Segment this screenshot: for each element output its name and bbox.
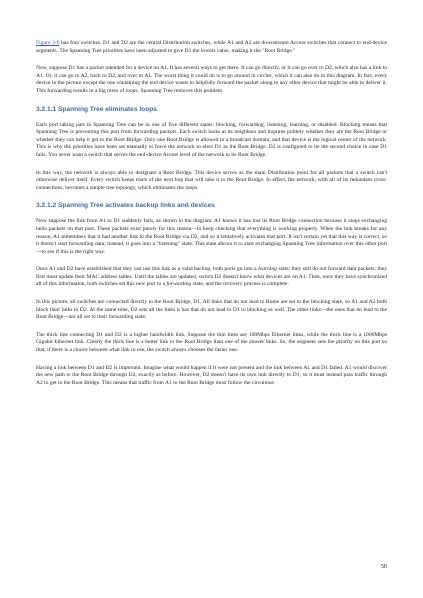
paragraph-blocking-states: In this picture, all switches are connected directly to the Root Bridge, D1. All links that do not lead to Rome are set to the blocking state, so A1 and A2 both block their links to D2. At the same time, D2 sets all the links it has that do not lead to D1 to blocking as well. The other links—the ones that do lead to the Root Bridge—are all set to their forwarding state. [36, 299, 387, 321]
paragraph-text: has four switches. D1 and D2 are the central Distribution switches, while A1 and A2 are downstream Access switches that connect to end-device segments. The Spanning Tree priorities have been adjusted to give D1 the lowest value, making it the "Root Bridge." [36, 40, 388, 54]
paragraph-text: Once A1 and D2 have established that they can use this link as a valid backup, both ports go into a [36, 266, 259, 273]
emphasis-learning: learning [258, 266, 277, 273]
paragraph-root-bridge: In this way, the network is always able to designate a Root Bridge. This device serves as the main Distribution point for all packets that a switch can't otherwise deliver itself. Every switch keeps track of the next hop that will take it to the Root Bridge. In effect, the network, with all of its redundant cross-connections, becomes a simple tree topology, which eliminates the loops. [36, 169, 387, 191]
figure-3-6-link[interactable]: Figure 3-6 [36, 40, 60, 46]
paragraph-text: state, and the recovery process is complete. [191, 281, 289, 288]
section-heading-eliminates-loops: 3.2.1.1 Spanning Tree eliminates loops [36, 105, 157, 113]
section-heading-backup-links: 3.2.1.2 Spanning Tree activates backup links and devices [36, 202, 215, 210]
paragraph-figure-intro [36, 40, 387, 55]
paragraph-packet-paths: Now, suppose D1 has a packet intended for a device on A1. It has several ways to get there. It can go directly, or it can go over to D2, which also has a link to A1. Or, it can go to A2, back to D2, and over to A1. The worst thing it could do is to go around in circles, which it can also do in this diagram. In fact, every device in the picture except the one containing the end device wants to helpfully forward the packet along to any other device that might be able to deliver it. This forwarding results in a big mess of loops. Spanning Tree removes this problem. [36, 65, 387, 94]
page-number: 50 [380, 563, 387, 570]
emphasis-forwarding: forwarding [166, 281, 192, 288]
paragraph-bandwidth-link: The thick line connecting D1 and D2 is a higher bandwidth link. Suppose the thin lines are 100Mbps Ethernet links, while the thick line is a 1000Mbps Gigabit Ethernet link. Clearly the thick line is a better link to the Root Bridge than one of the slower links. So, the engineer sets the priority on this port so that, if there is a choice between what link to use, the switch always chooses the faster one. [36, 331, 387, 354]
paragraph-learning-forwarding [36, 266, 387, 289]
paragraph-link-failure: Now suppose the link from A1 to D1 suddenly fails, as shown in the diagram. A1 knows it has lost its Root Bridge connection because it stops exchanging hello packets on that port. These packets exist purely for this reason—to keep checking that everything is working properly. When the link breaks for any reason, A1 remembers that it had another link to the Root Bridge via D2, and so it tentatively activates that port. It isn't certain yet that this way is correct, so it doesn't start forwarding data; instead, it goes into a "listening" state. This state allows it to start exchanging Spanning Tree information over this other port—to see if this is the right way. [36, 218, 387, 255]
paragraph-text: state; they still do not forward data packets; they first must update their MAC address tables. Until the tables are updated, switch D2 doesn't know what devices are on A1. Then, once they have synchronized all of this information, both switches set this new port to a [36, 266, 387, 288]
paragraph-d1-d2-link: Having a link between D1 and D2 is important. Imagine what would happen if it were not present and the link between A1 and D1 failed. A1 would discover the new path to the Root Bridge through D2, exactly as before. However, D2 doesn't have its own link directly to D1, so it must instead pass traffic through A2 to get to the Root Bridge. This means that traffic from A1 to the Root Bridge must follow the circuitous [36, 364, 387, 386]
paragraph-port-states: Each port taking part in Spanning Tree can be in one of five different states: blocking, forwarding, listening, learning, or disabled. Blocking means that Spanning Tree is preventing this port from forwarding packets. Each switch looks at its neighbors and inquires politely whether they are the Root Bridge or whether they can help it get to the Root Bridge. Only one Root Bridge is allowed in a broadcast domain, and that device is the logical center of the network. This is why the priorities have been set manually to force the network to elect D1 as the Root Bridge. D2 is configured to be the second choice in case D1 fails. You never want a switch that serves the end-device Access level of the network to be Root Bridge. [36, 121, 387, 158]
